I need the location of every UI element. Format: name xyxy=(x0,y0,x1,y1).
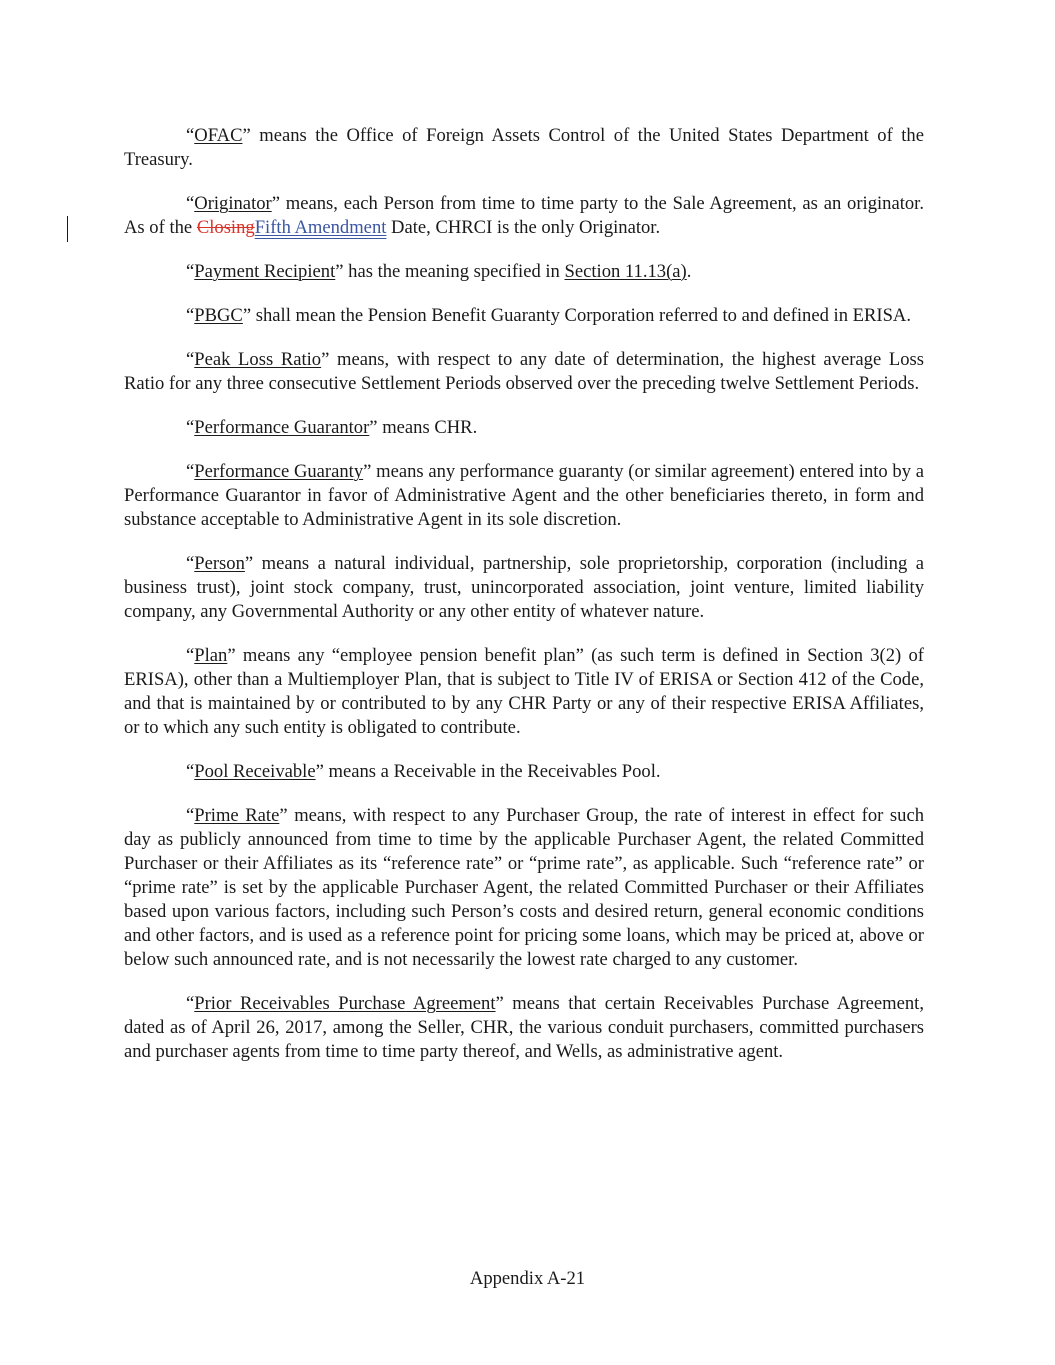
definition-peak-loss-ratio: “Peak Loss Ratio” means, with respect to any date of determination, the highest average Loss Ratio for any three consecutive Settlement Periods observed over the preceding twelve Settlement Periods. xyxy=(124,349,924,394)
defined-term: Plan xyxy=(194,645,228,666)
defined-term: Peak Loss Ratio xyxy=(194,349,322,370)
definition-originator: “Originator” means, each Person from time to time party to the Sale Agreement, as an originator. As of the ClosingFifth Amendment Date, CHRCI is the only Originator. xyxy=(124,193,924,238)
definition-person: “Person” means a natural individual, partnership, sole proprietorship, corporation (including a business trust), joint stock company, trust, unincorporated association, joint venture, limited liability company, any Governmental Authority or any other entity of whatever nature. xyxy=(124,553,924,622)
defined-term: Prior Receivables Purchase Agreement xyxy=(194,993,496,1014)
defined-term: Prime Rate xyxy=(194,805,280,826)
defined-term: Performance Guaranty xyxy=(194,461,364,482)
definition-plan: “Plan” means any “employee pension benefit plan” (as such term is defined in Section 3(2) of ERISA), other than a Multiemployer Plan, that is subject to Title IV of ERISA or Section 412 of the Code, and that is maintained by or contributed to by any CHR Party or any of their respective ERISA Affiliates, or to which any such entity is obligated to contribute. xyxy=(124,645,924,738)
document-page xyxy=(124,124,924,1084)
definition-pool-receivable: “Pool Receivable” means a Receivable in the Receivables Pool. xyxy=(186,761,661,782)
definition-performance-guaranty: “Performance Guaranty” means any performance guaranty (or similar agreement) entered into by a Performance Guarantor in favor of Administrative Agent and the other beneficiaries thereto, in form and substance acceptable to Administrative Agent in its sole discretion. xyxy=(124,461,924,530)
section-reference: Section 11.13(a) xyxy=(564,261,687,282)
definition-ofac: “OFAC” means the Office of Foreign Assets Control of the United States Department of the Treasury. xyxy=(124,125,924,170)
defined-term: Person xyxy=(194,553,245,574)
definition-prime-rate: “Prime Rate” means, with respect to any Purchaser Group, the rate of interest in effect for such day as publicly announced from time to time by the applicable Purchaser Agent, the related Committed Purchaser or their Affiliates as its “reference rate” or “prime rate”, as applicable. Such “reference rate” or “prime rate” is set by the applicable Purchaser Agent, the related Committed Purchaser or their Affiliates based upon various factors, including such Person’s costs and desired return, general economic conditions and other factors, and is used as a reference point for pricing some loans, which may be priced at, above or below such announced rate, and is not necessarily the lowest rate charged to any customer. xyxy=(124,805,924,970)
definition-prior-receivables-purchase-agreement: “Prior Receivables Purchase Agreement” means that certain Receivables Purchase Agreement, dated as of April 26, 2017, among the Seller, CHR, the various conduit purchasers, committed purchasers and purchaser agents from time to time party thereof, and Wells, as administrative agent. xyxy=(124,993,924,1062)
defined-term: PBGC xyxy=(194,305,243,326)
defined-term: Performance Guarantor xyxy=(194,417,370,438)
defined-term: Originator xyxy=(194,193,272,214)
defined-term: Pool Receivable xyxy=(194,761,316,782)
defined-term: Payment Recipient xyxy=(194,261,336,282)
definition-performance-guarantor: “Performance Guarantor” means CHR. xyxy=(186,417,478,438)
definition-payment-recipient: “Payment Recipient” has the meaning specified in Section 11.13(a). xyxy=(186,261,692,282)
change-bar xyxy=(67,216,68,242)
defined-term: OFAC xyxy=(194,125,243,146)
page-footer: Appendix A-21 xyxy=(469,1268,586,1289)
inserted-text: Fifth Amendment xyxy=(254,217,387,238)
definition-pbgc: “PBGC” shall mean the Pension Benefit Guaranty Corporation referred to and defined in ERISA. xyxy=(186,305,912,326)
deleted-text: Closing xyxy=(196,217,255,238)
